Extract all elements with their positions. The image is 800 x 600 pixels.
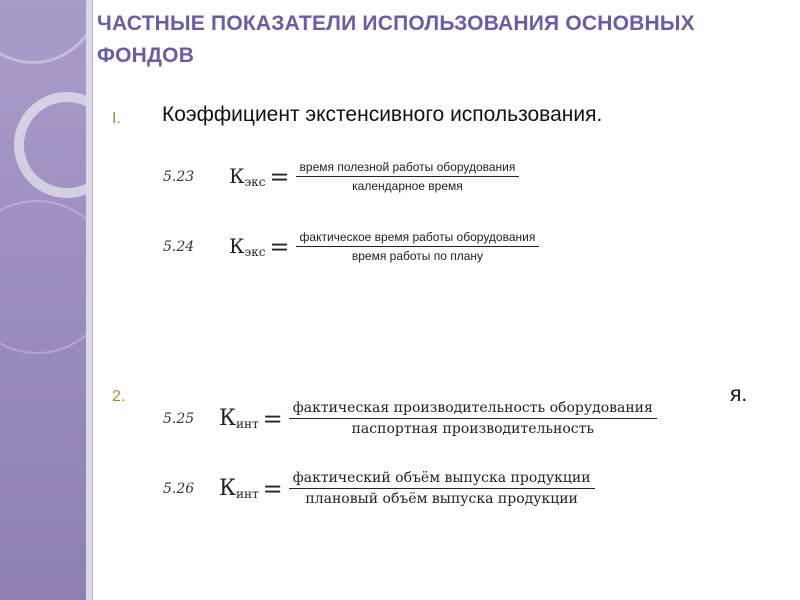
fraction-denominator: время работы по плану	[351, 249, 484, 263]
fraction-bar	[296, 176, 520, 177]
fraction-numerator: фактическая производительность оборудования	[292, 400, 653, 416]
formula-number: 5.23	[163, 168, 195, 185]
fraction	[289, 400, 657, 437]
list-number-2: 2.	[112, 388, 126, 405]
decorative-ring	[0, 0, 86, 64]
fraction-bar	[289, 418, 657, 419]
decorative-side-band	[0, 0, 86, 600]
coefficient-symbol: $К_{экс}$	[229, 164, 266, 189]
equals-sign: =	[262, 404, 283, 433]
fraction	[289, 470, 595, 507]
fraction-denominator: плановый объём выпуска продукции	[305, 491, 578, 507]
slide-title: ЧАСТНЫЕ ПОКАЗАТЕЛИ ИСПОЛЬЗОВАНИЯ ОСНОВНЫХ ФОНДОВ	[97, 12, 695, 67]
fraction	[296, 160, 520, 193]
side-separator-line	[92, 0, 93, 600]
list-number-1: I.	[112, 110, 121, 127]
fraction-numerator: фактическое время работы оборудования	[299, 230, 536, 244]
formula-5-26	[163, 470, 595, 507]
fraction-denominator: паспортная производительность	[351, 421, 595, 437]
fraction-bar	[289, 488, 595, 489]
coefficient-symbol: $К_{экс}$	[229, 234, 266, 259]
formula-number: 5.24	[163, 238, 195, 255]
formula-number: 5.26	[163, 480, 195, 497]
fraction-denominator: календарное время	[352, 179, 463, 193]
list-item-1-text: Коэффициент экстенсивного использования.	[162, 103, 603, 126]
decorative-ring	[14, 92, 86, 198]
coefficient-symbol: $К_{инт}$	[219, 406, 259, 431]
formula-5-23	[163, 160, 519, 193]
list-item-2-text-visible-end: я.	[730, 383, 748, 406]
fraction-numerator: фактический объём выпуска продукции	[292, 470, 591, 486]
coefficient-symbol: $К_{инт}$	[219, 476, 259, 501]
formula-5-25	[163, 400, 657, 437]
decorative-ring	[0, 200, 86, 354]
fraction-bar	[296, 246, 540, 247]
formula-5-24	[163, 230, 539, 263]
equals-sign: =	[269, 162, 290, 191]
formula-number: 5.25	[163, 410, 195, 427]
equals-sign: =	[269, 232, 290, 261]
fraction-numerator: время полезной работы оборудования	[299, 160, 516, 174]
fraction	[296, 230, 540, 263]
equals-sign: =	[262, 474, 283, 503]
